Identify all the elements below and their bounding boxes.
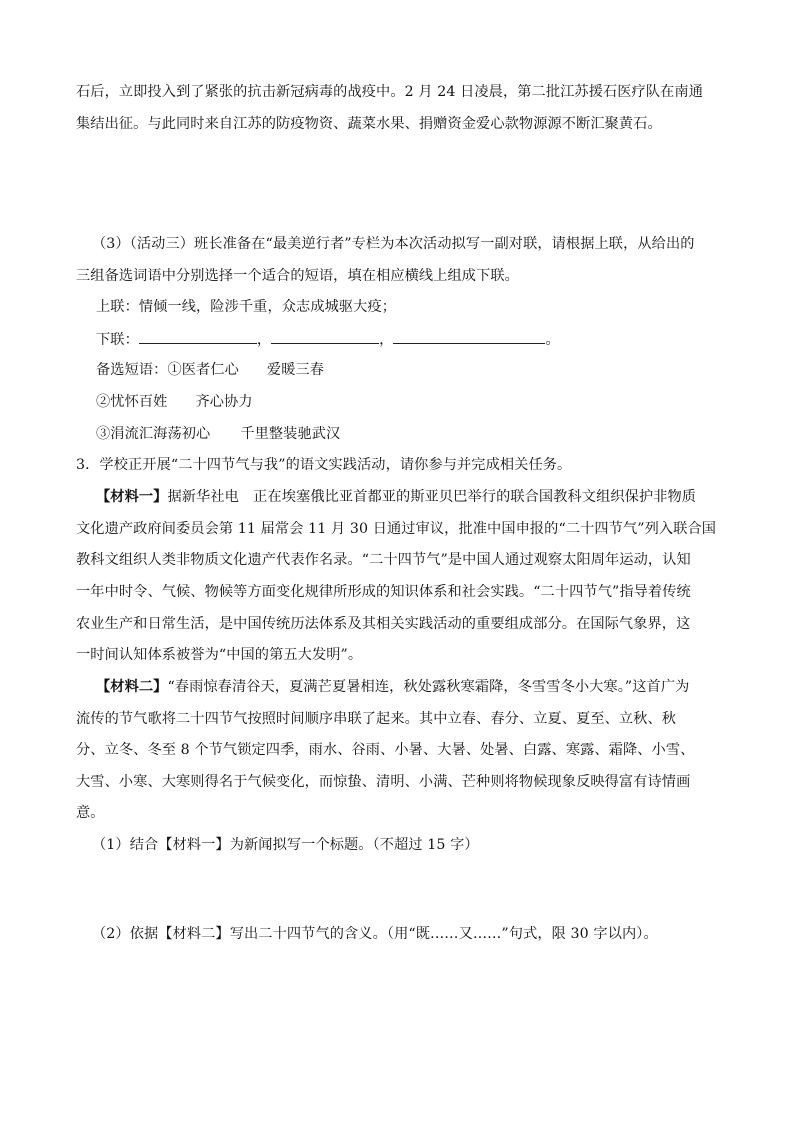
option-1b: 爱暖三春 [266,362,325,378]
material-2-line-2: 流传的节气歌将二十四节气按照时间顺序串联了起来。其中立春、春分、立夏、夏至、立秋、秋 [76,711,677,727]
material-2-line-5: 意。 [76,805,105,821]
lower-couplet-label: 下联： [96,332,139,348]
options-row-2 [96,392,746,412]
task-3-question-2: （2）依据【材料二】写出二十四节气的含义。（用“既……又……”句式，限 30 字以内）。 [92,926,658,942]
upper-couplet: 上联：情倾一线，险涉千重，众志成城驱大疫； [96,299,397,315]
material-1-line-6: 一时间认知体系被誉为“中国的第五大发明”。 [76,647,363,663]
material-2-line-1 [96,677,746,697]
question-3-prompt-line-1: （3）（活动三）班长准备在“最美逆行者”专栏为本次活动拟写一副对联，请根据上联，从给出的 [92,236,695,252]
option-3a: ③涓流汇海荡初心 [96,426,211,442]
option-2b: 齐心协力 [195,394,253,410]
material-1-line-1 [96,487,746,507]
option-2a: ②忧怀百姓 [96,394,168,410]
separator-comma-2: ， [379,332,394,348]
material-1-tag: 【材料一】 [96,489,168,505]
intro-line-1: 石后，立即投入到了紧张的抗击新冠病毒的战疫中。2 月 24 日凌晨，第二批江苏援石医疗队在南通 [76,84,703,100]
material-1-line-2: 文化遗产政府间委员会第 11 届常会 11 月 30 日通过审议，批准中国申报的“二十四节气”列入联合国 [76,521,717,537]
options-row-3 [96,424,746,444]
material-1-line-4: 一年中时令、气候、物候等方面变化规律所形成的知识体系和社会实践。“二十四节气”指导着传统 [76,584,691,600]
material-2-tag: 【材料二】 [96,679,168,695]
answer-blank-3[interactable] [393,329,545,344]
material-2-line-3: 分、立冬、冬至 8 个节气锁定四季，雨水、谷雨、小暑、大暑、处暑、白露、寒露、霜降、小雪、 [76,742,695,758]
material-2-text-1: “春雨惊春清谷天，夏满芒夏暑相连，秋处露秋寒霜降，冬雪雪冬小大寒。”这首广为 [167,679,690,695]
material-1-line-5: 农业生产和日常生活，是中国传统历法体系及其相关实践活动的重要组成部分。在国际气象界，这 [76,616,691,632]
lower-couplet-row [96,329,746,350]
material-2-line-4: 大雪、小寒、大寒则得名于气候变化，而惊蛰、清明、小满、芒种则将物候现象反映得富有诗情画 [76,774,691,790]
answer-blank-1[interactable] [139,329,257,344]
answer-blank-2[interactable] [271,329,379,344]
question-3-prompt-line-2: 三组备选词语中分别选择一个适合的短语，填在相应横线上组成下联。 [76,268,519,284]
options-row-1 [96,360,746,380]
end-period: 。 [545,332,560,348]
intro-line-2: 集结出征。与此同时来自江苏的防疫物资、蔬菜水果、捐赠资金爱心款物源源不断汇聚黄石。 [76,116,662,132]
material-1-line-3: 教科文组织人类非物质文化遗产代表作名录。“二十四节气”是中国人通过观察太阳周年运动，认知 [76,552,691,568]
separator-comma-1: ， [256,332,272,348]
options-label: 备选短语： [96,362,168,378]
task-3-question-1: （1）结合【材料一】为新闻拟写一个标题。（不超过 15 字） [92,837,479,853]
option-3b: 千里整装驰武汉 [240,426,341,442]
option-1a: ①医者仁心 [167,362,239,378]
task-3-heading: 3．学校正开展“二十四节气与我”的语文实践活动，请你参与并完成相关任务。 [76,457,572,473]
material-1-text-1: 据新华社电 正在埃塞俄比亚首都亚的斯亚贝巴举行的联合国教科文组织保护非物质 [167,489,697,505]
